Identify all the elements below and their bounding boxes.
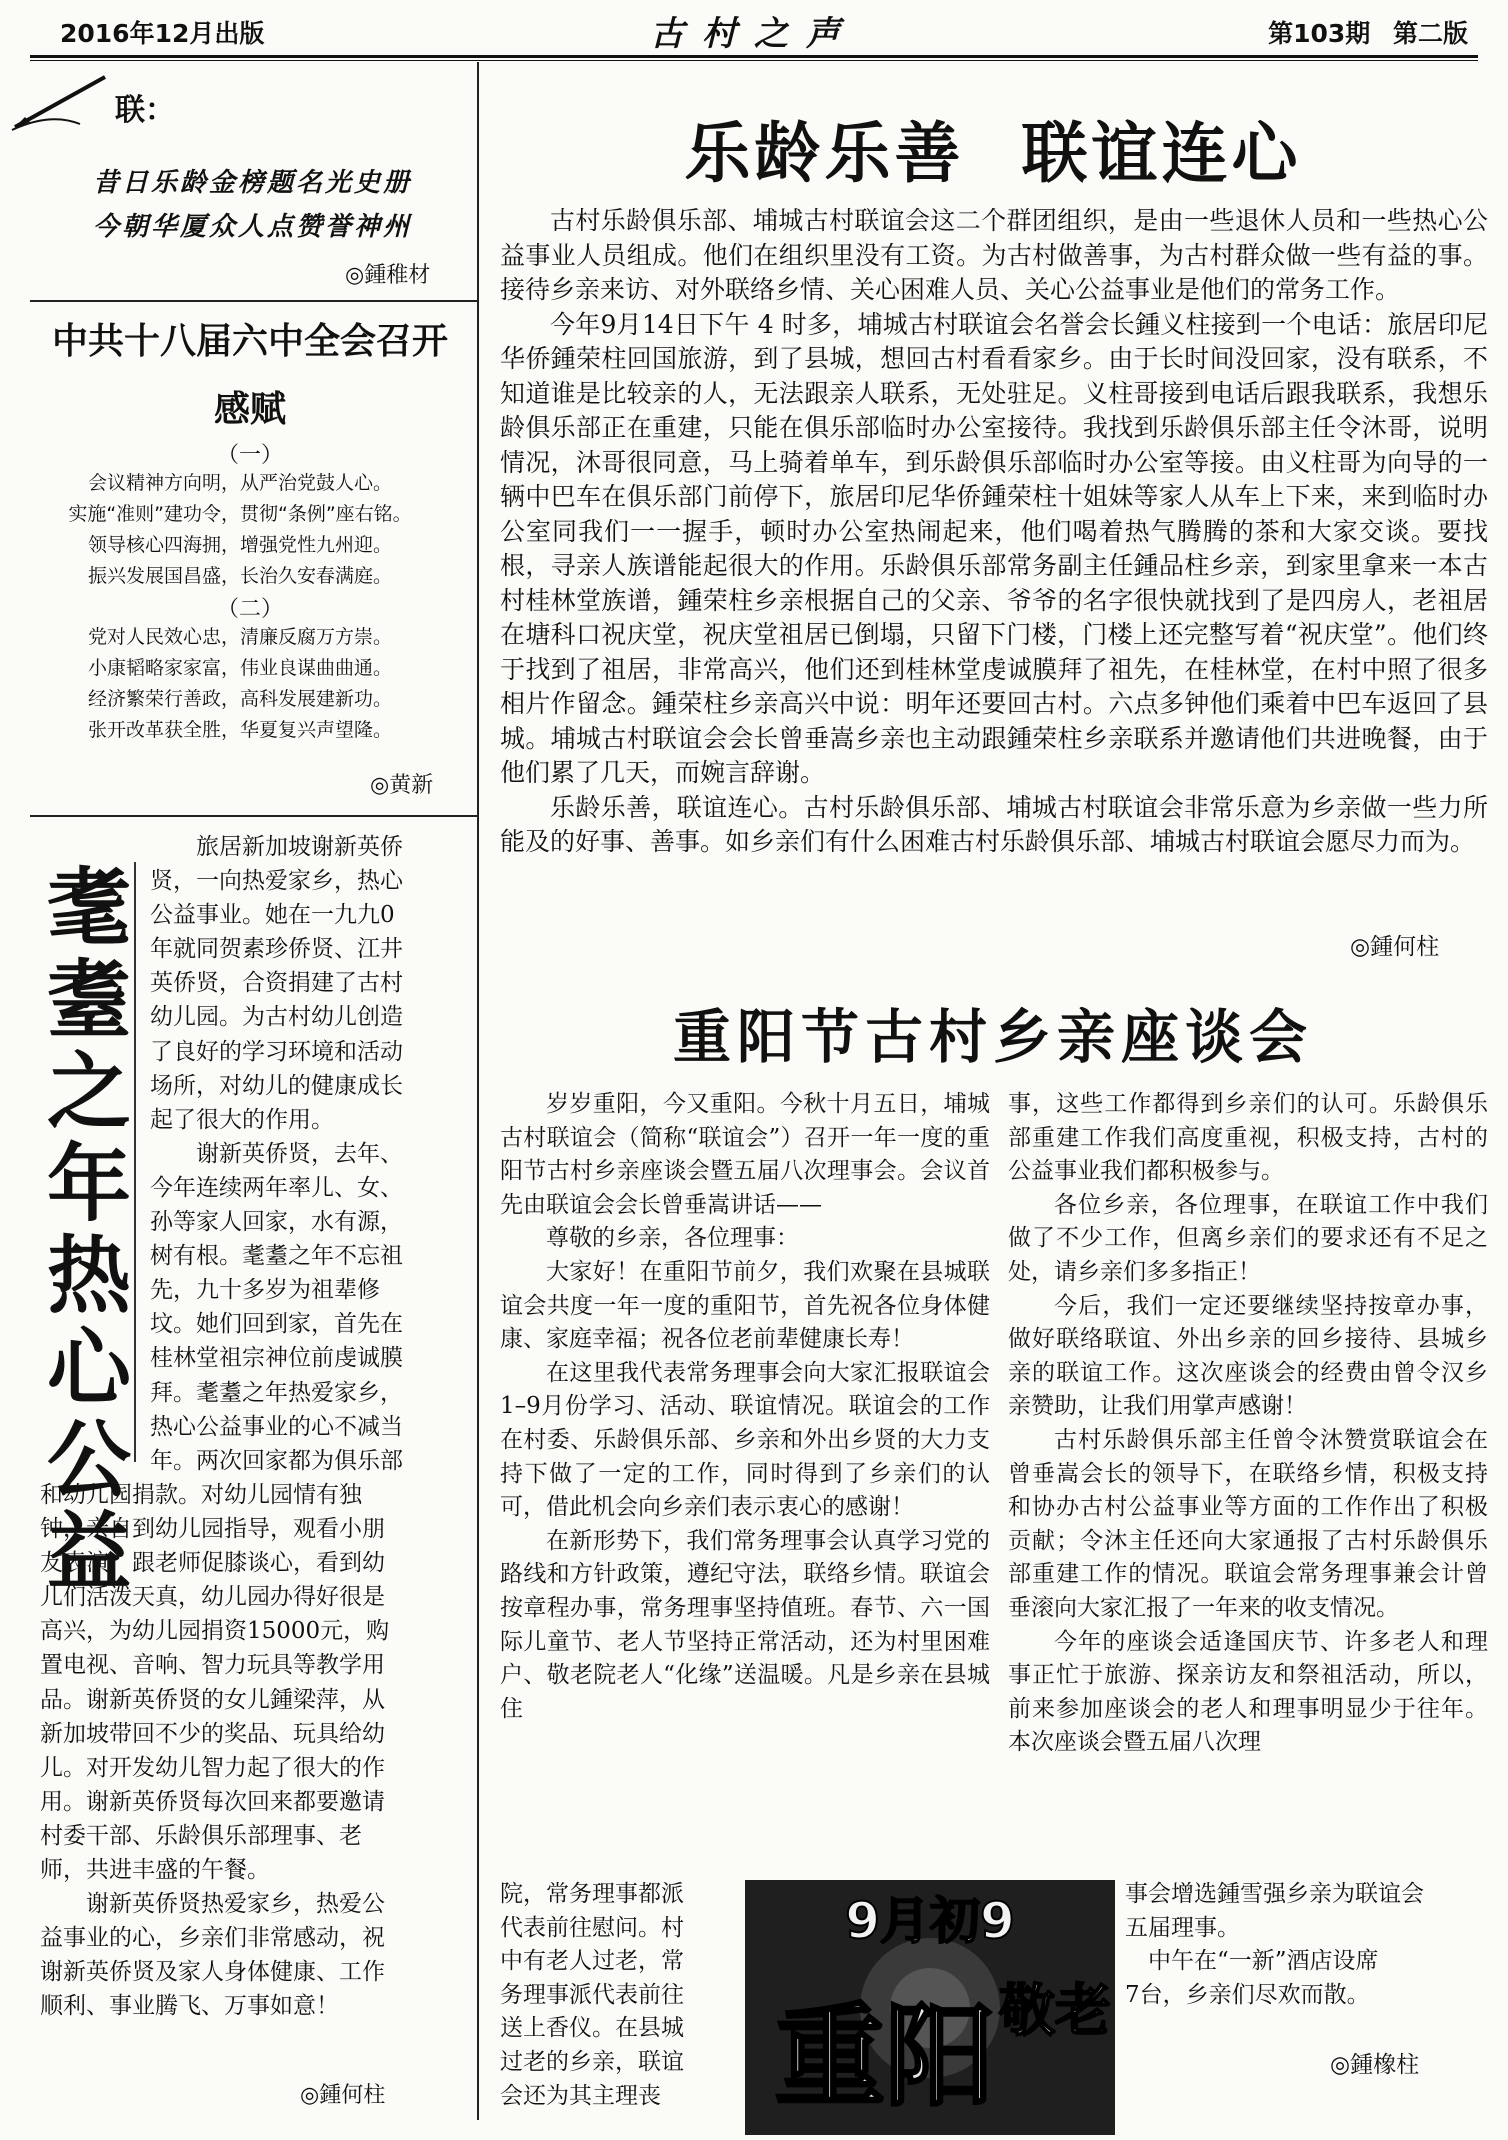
poem-line: 实施“准则”建功令，贯彻“条例”座右铭。 <box>68 503 412 525</box>
text-line: 新加坡带回不少的奖品、玩具给幼 <box>40 1720 385 1747</box>
article1-paragraph: 乐龄乐善，联谊连心。古村乐龄俱乐部、埔城古村联谊会非常乐意为乡亲做一些力所能及的好事、善事。如乡亲们有什么困难古村乐龄俱乐部、埔城古村联谊会愿尽力而为。 <box>500 792 1488 856</box>
text-line: 孙等家人回家，水有源， <box>150 1209 403 1236</box>
article2-paragraph: 各位乡亲，各位理事，在联谊工作中我们做了不少工作，但离乡亲们的要求还有不足之处，请乡亲们多多指正！ <box>1008 1191 1488 1285</box>
article2-paragraph: 大家好！在重阳节前夕，我们欢聚在县城联谊会共度一年一度的重阳节，首先祝各位身体健康、家庭幸福；祝各位老前辈健康长寿！ <box>500 1258 990 1353</box>
issue-date: 2016年12月出版 <box>60 19 265 48</box>
text-line: 用。谢新英侨贤每次回来都要邀请 <box>40 1788 385 1815</box>
headline-char: 公 <box>46 1410 131 1509</box>
text-line: 品。谢新英侨贤的女儿鍾梁萍，从 <box>40 1686 385 1713</box>
article2-column-2-tail <box>1125 1878 1488 2012</box>
poem-line: 振兴发展国昌盛，长治久安春满庭。 <box>87 565 392 587</box>
text-line: 师，共进丰盛的午餐。 <box>40 1857 270 1884</box>
poem-line: 领导核心四海拥，增强党性九州迎。 <box>87 534 392 556</box>
left-article-top <box>150 830 468 1478</box>
headline-char: 心 <box>46 1318 131 1417</box>
article2-paragraph: 尊敬的乡亲，各位理事： <box>546 1225 799 1252</box>
article2-paragraph: 在这里我代表常务理事会向大家汇报联谊会1–9月份学习、活动、联谊情况。联谊会的工作在村委、乐龄俱乐部、乡亲和外出乡贤的大力支持下做了一定的工作，同时得到了乡亲们的认可，借此机会向乡亲们表示衷心的感谢！ <box>500 1359 990 1521</box>
text-line: 代表前往慰问。村 <box>500 1914 684 1941</box>
article2-column-1-tail <box>500 1878 732 2113</box>
text-line: 先，九十多岁为祖辈修 <box>150 1277 380 1304</box>
article2-paragraph: 在新形势下，我们常务理事会认真学习党的路线和方针政策，遵纪守法，联络乡情。联谊会按章程办事，常务理事坚持值班。春节、六一国际儿童节、老人节坚持正常活动，还为村里困难户、敬老院老人“化缘”送温暖。凡是乡亲在县城住 <box>500 1527 990 1722</box>
text-line: 院，常务理事都派 <box>500 1881 684 1907</box>
issue-number: 第103期 <box>1268 19 1371 48</box>
text-line: 儿。对开发幼儿智力起了很大的作 <box>40 1754 385 1781</box>
article1-paragraph: 古村乐龄俱乐部、埔城古村联谊会这二个群团组织，是由一些退休人员和一些热心公益事业人员组成。他们在组织里没有工资。为古村做善事，为古村群众做一些有益的事。接待乡亲来访、对外联络乡情、关心困难人员、关心公益事业是他们的常务工作。 <box>500 206 1488 304</box>
text-line: 益事业的心，乡亲们非常感动，祝 <box>40 1925 385 1952</box>
couplet-label: 联： <box>115 93 175 128</box>
badge-side-text: 敬老 <box>999 1978 1111 2044</box>
text-line: 7台，乡亲们尽欢而散。 <box>1125 1981 1370 2008</box>
text-line: 儿们活泼天真，幼儿园办得好很是 <box>40 1584 385 1611</box>
text-line: 顺利、事业腾飞、万事如意！ <box>40 1993 339 2020</box>
headline-char: 耋 <box>46 950 131 1049</box>
badge-main-text: 重阳 <box>775 1992 995 2121</box>
text-line: 热心公益事业的心不减当 <box>150 1413 403 1440</box>
poem-line: 会议精神方向明，从严治党鼓人心。 <box>87 472 392 494</box>
text-line: 友表演，跟老师促膝谈心，看到幼 <box>40 1550 385 1577</box>
pen-icon <box>10 72 110 132</box>
couplet-author: ◎鍾稚材 <box>345 263 431 288</box>
text-line: 务理事派代表前往 <box>500 1981 684 2008</box>
text-line: 中有老人过老，常 <box>500 1948 684 1975</box>
article2-paragraph: 岁岁重阳，今又重阳。今秋十月五日，埔城古村联谊会（简称“联谊会”）召开一年一度的重阳节古村乡亲座谈会暨五届八次理事会。会议首先由联谊会会长曾垂嵩讲话—— <box>500 1091 990 1218</box>
text-line: 过老的乡亲，联谊 <box>500 2048 684 2075</box>
text-line: 事会增选鍾雪强乡亲为联谊会 <box>1125 1881 1424 1907</box>
text-line: 钟，亲自到幼儿园指导，观看小朋 <box>40 1516 385 1543</box>
badge-decoration <box>745 1880 1115 2135</box>
headline-char: 益 <box>46 1502 131 1601</box>
article2-column-1 <box>500 1088 990 1726</box>
poem-line: 小康韬略家家富，伟业良谋曲曲通。 <box>87 657 392 679</box>
text-line: 中午在“一新”酒店设席 <box>1148 1948 1379 1975</box>
text-line: 英侨贤，合资捐建了古村 <box>150 970 403 997</box>
poem-title-2: 感赋 <box>213 388 286 430</box>
poem-line: 张开改革获全胜，华夏复兴声望隆。 <box>87 719 392 741</box>
badge-top-text: 9月初9 <box>845 1892 1015 1950</box>
text-line: 了良好的学习环境和活动 <box>150 1038 403 1065</box>
text-line: 坟。她们回到家，首先在 <box>150 1311 403 1338</box>
text-line: 谢新英侨贤，去年、 <box>196 1140 403 1167</box>
newspaper-title: 古村之声 <box>650 14 858 54</box>
headline-char: 年 <box>46 1134 131 1233</box>
text-line: 桂林堂祖宗神位前虔诚膜 <box>150 1345 403 1372</box>
text-line: 幼儿园。为古村幼儿创造 <box>150 1004 403 1031</box>
text-line: 场所，对幼儿的健康成长 <box>150 1072 403 1099</box>
article1-paragraph: 今年9月14日下午 4 时多，埔城古村联谊会名誉会长鍾义柱接到一个电话：旅居印尼华侨鍾荣柱回国旅游，到了县城，想回古村看看家乡。由于长时间没回家，没有联系，不知道谁是比较亲的人，无法跟亲人联系，无处驻足。义柱哥接到电话后跟我联系，我想乐龄俱乐部正在重建，只能在俱乐部临时办公室接待。我找到乐龄俱乐部主任令沐哥，说明情况，沐哥很同意，马上骑着单车，到乐龄俱乐部临时办公室等接。由义柱哥为向导的一辆中巴车在俱乐部门前停下，旅居印尼华侨鍾荣柱十姐妹等家人从车上下来，来到临时办公室同我们一一握手，顿时办公室热闹起来，他们喝着热气腾腾的茶和大家交谈。要找根，寻亲人族谱能起很大的作用。乐龄俱乐部常务副主任鍾品柱乡亲，到家里拿来一本古村桂林堂族谱，鍾荣柱乡亲根据自己的父亲、爷爷的名字很快就找到了是四房人，老祖居在塘科口祝庆堂，祝庆堂祖居已倒塌，只留下门楼，门楼上还完整写着“祝庆堂”。他们终于找到了祖居，非常高兴，他们还到桂林堂虔诚膜拜了祖先，在桂林堂，在村中照了很多相片作留念。鍾荣柱乡亲高兴中说：明年还要回古村。六点多钟他们乘着中巴车返回了县城。埔城古村联谊会会长曾垂嵩乡亲也主动跟鍾荣柱乡亲联系并邀请他们共进晚餐，由于他们累了几天，而婉言辞谢。 <box>500 309 1488 787</box>
text-line: 拜。耄耋之年热爱家乡， <box>150 1379 403 1406</box>
text-line: 年。两次回家都为俱乐部 <box>150 1447 403 1474</box>
article2-paragraph: 今年的座谈会适逢国庆节、许多老人和理事正忙于旅游、探亲访友和祭祖活动，所以，前来参加座谈会的老人和理事明显少于往年。本次座谈会暨五届八次理 <box>1008 1628 1488 1756</box>
article2-author: ◎鍾橡柱 <box>1330 2052 1420 2078</box>
text-line: 和幼儿园捐款。对幼儿园情有独 <box>40 1482 362 1508</box>
text-line: 今年连续两年率儿、女、 <box>150 1174 403 1201</box>
issue-info <box>1268 14 1468 50</box>
header-rule-thin <box>30 60 1478 61</box>
edition: 第二版 <box>1392 19 1468 48</box>
text-line: 送上香仪。在县城 <box>500 2015 684 2042</box>
left-article-author: ◎鍾何柱 <box>300 2083 386 2108</box>
headline-char: 热 <box>46 1226 131 1325</box>
poem-title: 中共十八届六中全会召开 <box>51 320 448 362</box>
poem-section-1: （一） <box>216 443 283 468</box>
article2-paragraph: 古村乐龄俱乐部主任曾令沐赞赏联谊会在曾垂嵩会长的领导下，在联络乡情，积极支持和协办古村公益事业等方面的工作作出了积极贡献；令沐主任还向大家通报了古村乐龄俱乐部重建工作的情况。联谊会常务理事兼会计曾垂滚向大家汇报了一年来的收支情况。 <box>1008 1426 1488 1621</box>
article1-author: ◎鍾何柱 <box>1350 934 1440 960</box>
article1-body <box>500 204 1488 860</box>
text-line: 贤，一向热爱家乡，热心 <box>150 868 403 895</box>
text-line: 起了很大的作用。 <box>150 1106 334 1133</box>
header-rule <box>30 55 1478 58</box>
left-article-bottom <box>40 1478 468 2024</box>
text-line: 年就同贺素珍侨贤、江井 <box>150 936 403 963</box>
text-line: 谢新英侨贤热爱家乡，热爱公 <box>86 1891 385 1918</box>
article2-column-2 <box>1008 1088 1488 1760</box>
text-line: 置电视、音响、智力玩具等教学用 <box>40 1652 385 1679</box>
article2-paragraph: 今后，我们一定还要继续坚持按章办事，做好联络联谊、外出乡亲的回乡接待、县城乡亲的联谊工作。这次座谈会的经费由曾令汉乡亲赞助，让我们用掌声感谢！ <box>1008 1292 1488 1420</box>
text-line: 旅居新加坡谢新英侨 <box>196 834 403 860</box>
text-line: 会还为其主理丧 <box>500 2082 661 2109</box>
poem-line: 党对人民效心忠，清廉反腐万方崇。 <box>87 626 392 648</box>
couplet-line-2: 今朝华厦众人点赞誉神州 <box>92 212 412 242</box>
poem-section-2: （二） <box>216 597 283 622</box>
text-line: 高兴，为幼儿园捐资15000元，购 <box>40 1618 390 1645</box>
text-line: 村委干部、乐龄俱乐部理事、老 <box>40 1822 362 1849</box>
headline-rule <box>134 862 136 1462</box>
article1-headline: 乐龄乐善 联谊连心 <box>684 115 1302 192</box>
article2-headline: 重阳节古村乡亲座谈会 <box>672 1003 1313 1071</box>
section-rule <box>30 815 477 817</box>
poem-author: ◎黄新 <box>370 773 434 798</box>
column-divider <box>477 62 479 2120</box>
chongyang-badge-image <box>745 1880 1115 2135</box>
poem-line: 经济繁荣行善政，高科发展建新功。 <box>87 688 392 710</box>
headline-char: 之 <box>46 1042 131 1141</box>
text-line: 树有根。耄耋之年不忘祖 <box>150 1243 403 1270</box>
text-line: 五届理事。 <box>1125 1914 1240 1941</box>
couplet-line-1: 昔日乐龄金榜题名光史册 <box>92 168 412 198</box>
text-line: 谢新英侨贤及家人身体健康、工作 <box>40 1959 385 1986</box>
headline-char: 耄 <box>46 858 131 957</box>
text-line: 公益事业。她在一九九0 <box>150 902 395 929</box>
section-rule <box>30 300 477 302</box>
article2-paragraph: 事，这些工作都得到乡亲们的认可。乐龄俱乐部重建工作我们高度重视，积极支持，古村的公益事业我们都积极参与。 <box>1008 1091 1488 1185</box>
